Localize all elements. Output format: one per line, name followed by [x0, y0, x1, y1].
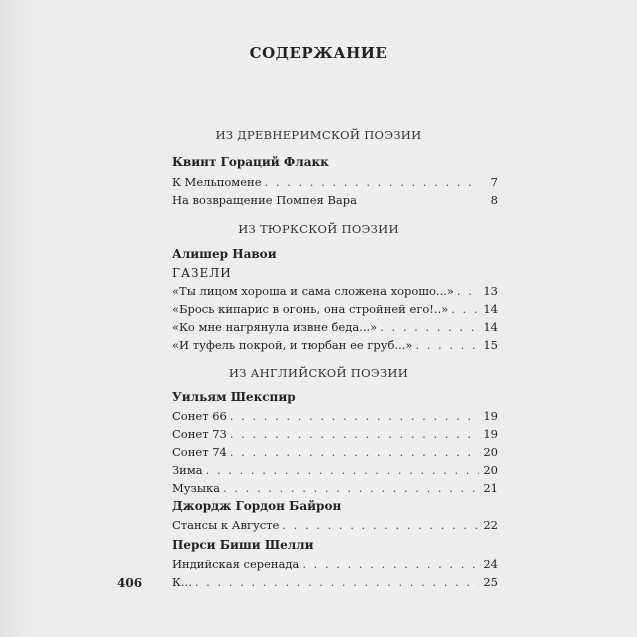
toc-entry[interactable]	[172, 445, 498, 459]
bleed-through-texture	[300, 52, 450, 132]
entry-page: 15	[483, 338, 498, 352]
toc-entry[interactable]	[172, 320, 498, 334]
dot-leader	[451, 302, 479, 316]
entry-page: 20	[483, 445, 498, 459]
toc-entry[interactable]	[172, 338, 498, 352]
dot-leader	[282, 518, 479, 532]
dot-leader	[265, 175, 479, 189]
entry-page: 21	[483, 481, 498, 495]
dot-leader	[206, 463, 479, 477]
entry-title: К...	[172, 575, 192, 589]
dot-leader	[415, 338, 479, 352]
toc-entry[interactable]	[172, 302, 498, 316]
entry-title: Индийская серенада	[172, 557, 300, 571]
toc-entry[interactable]	[172, 193, 498, 207]
section-heading-roman: ИЗ ДРЕВНЕРИМСКОЙ ПОЭЗИИ	[215, 128, 422, 142]
author-shelley: Перси Биши Шелли	[172, 538, 314, 552]
entry-title: «Брось кипарис в огонь, она стройней его!..»	[172, 302, 449, 316]
entry-title: Стансы к Августе	[172, 518, 280, 532]
entry-title: «И туфель покрой, и тюрбан ее груб...»	[172, 338, 413, 352]
entry-title: Сонет 66	[172, 409, 227, 423]
dot-leader	[302, 557, 479, 571]
entry-page: 20	[483, 463, 498, 477]
subheading-ghazals: ГАЗЕЛИ	[172, 266, 232, 280]
dot-leader	[223, 481, 479, 495]
toc-entry[interactable]	[172, 427, 498, 441]
author-shakespeare: Уильям Шекспир	[172, 390, 296, 404]
entry-page: 24	[483, 557, 498, 571]
entry-page: 19	[483, 409, 498, 423]
toc-entry[interactable]	[172, 463, 498, 477]
toc-entry[interactable]	[172, 575, 498, 589]
entry-page: 22	[483, 518, 498, 532]
entry-title: «Ко мне нагрянула извне беда...»	[172, 320, 378, 334]
dot-leader	[230, 427, 479, 441]
page-number: 406	[117, 576, 143, 590]
dot-leader	[230, 409, 479, 423]
dot-leader	[195, 575, 479, 589]
entry-page: 14	[483, 320, 498, 334]
entry-title: На возвращение Помпея Вара	[172, 193, 357, 207]
author-horace: Квинт Гораций Флакк	[172, 155, 329, 169]
entry-page: 19	[483, 427, 498, 441]
entry-title: Сонет 74	[172, 445, 227, 459]
toc-entry[interactable]	[172, 557, 498, 571]
toc-entry[interactable]	[172, 409, 498, 423]
entry-title: Музыка	[172, 481, 221, 495]
dot-leader	[380, 320, 479, 334]
entry-page: 14	[483, 302, 498, 316]
author-navoi: Алишер Навои	[172, 247, 277, 261]
toc-entry[interactable]	[172, 481, 498, 495]
entry-page: 8	[490, 193, 498, 207]
entry-title: Сонет 73	[172, 427, 227, 441]
author-byron: Джордж Гордон Байрон	[172, 499, 342, 513]
toc-entry[interactable]	[172, 284, 498, 298]
entry-page: 13	[483, 284, 498, 298]
page-title: СОДЕРЖАНИЕ	[249, 44, 388, 62]
dot-leader	[230, 445, 479, 459]
entry-page: 25	[483, 575, 498, 589]
toc-entry[interactable]	[172, 518, 498, 532]
section-heading-english: ИЗ АНГЛИЙСКОЙ ПОЭЗИИ	[228, 366, 409, 380]
entry-title: «Ты лицом хороша и сама сложена хорошо...»	[172, 284, 454, 298]
entry-title: Зима	[172, 463, 203, 477]
section-heading-turkic: ИЗ ТЮРКСКОЙ ПОЭЗИИ	[238, 222, 399, 236]
entry-page: 7	[490, 175, 498, 189]
entry-title: К Мельпомене	[172, 175, 262, 189]
dot-leader	[457, 284, 479, 298]
toc-entry[interactable]	[172, 175, 498, 189]
